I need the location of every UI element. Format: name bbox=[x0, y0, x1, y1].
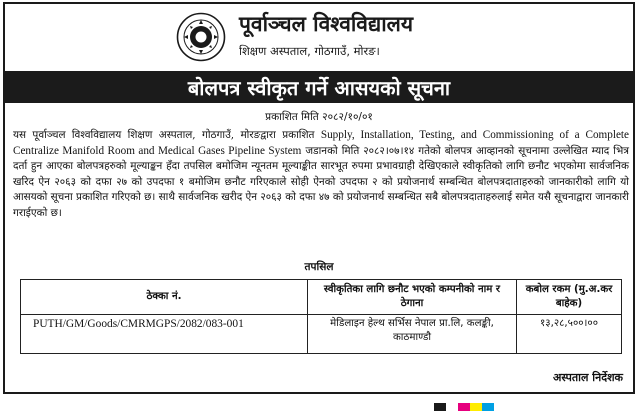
print-color-marks bbox=[434, 403, 506, 411]
body-segment-project-title: Supply, Installation, Testing, and Commissioning of a Complete Centralize Manifold Room and Medical Gases Pipeline System bbox=[13, 129, 629, 157]
bid-table bbox=[20, 279, 622, 354]
cell-contract-no: PUTH/GM/Goods/CMRMGPS/2082/083-001 bbox=[21, 315, 308, 354]
body-segment-1: यस पूर्वाञ्चल विश्वविद्यालय शिक्षण अस्पताल, गोठगाउँ, मोरङद्वारा प्रकाशित bbox=[13, 129, 321, 141]
cell-company: मेडिलाइन हेल्थ सर्भिस नेपाल प्रा.लि, कलङ्की, काठमाण्डौ bbox=[308, 315, 517, 354]
tapsil-label: तपसिल bbox=[304, 261, 334, 273]
university-name: पूर्वाञ्चल विश्वविद्यालय bbox=[239, 12, 414, 36]
header-company: स्वीकृतिका लागि छनौट भएको कम्पनीको नाम र ठेगाना bbox=[308, 280, 517, 315]
signature-title: अस्पताल निर्देशक bbox=[552, 371, 623, 384]
color-mark-magenta bbox=[458, 403, 470, 411]
table-header-row bbox=[21, 280, 622, 315]
notice-frame bbox=[3, 2, 635, 394]
header bbox=[5, 4, 633, 68]
header-contract-no: ठेक्का नं. bbox=[21, 280, 308, 315]
university-seal-icon bbox=[176, 12, 226, 62]
color-mark-cyan bbox=[482, 403, 494, 411]
table-row bbox=[21, 315, 622, 354]
body-segment-3: जडानको मिति २०८२।०७।१४ गतेको बोलपत्र आव्हानको सूचनामा उल्लेखित म्याद भित्र दर्ता हुन आएका बोलपत्रहरुको मूल्याङ्कन हँदा तपसिल बमोजिम न्यूनतम मूल्याङ्कीत सारभूत रुपमा प्रभावग्राही देखिएकाले स्वीकृतिको लागि छनौट भएकोमा सार्वजनिक खरिद ऐन २०६३ को दफा २७ को उपदफा १ बमोजिम छनौट गरिएकाले सोही ऐनको उपदफा २ को प्रयोजनार्थ सम्बन्धित बोलपत्रदाताहरुको जानकारीको लागि यो आसयको सूचना प्रकाशित गरिएको छ। साथै सार्वजनिक खरीद ऐन २०६३ को दफा ४७ को प्रयोजनार्थ सम्बन्धित सबै बोलपत्रदाताहरुलाई समेत यसै सूचनाद्वारा जानकारी गराईएको छ। bbox=[13, 144, 630, 219]
color-mark-yellow bbox=[470, 403, 482, 411]
published-date: प्रकाशित मिति २०८२/१०/०१ bbox=[265, 111, 373, 123]
notice-title: बोलपत्र स्वीकृत गर्ने आसयको सूचना bbox=[5, 71, 633, 103]
color-mark-black bbox=[434, 403, 446, 411]
color-mark-white bbox=[446, 403, 458, 411]
cell-amount: १३,२८,५००।०० bbox=[517, 315, 622, 354]
color-mark-white-2 bbox=[494, 403, 506, 411]
notice-body bbox=[13, 128, 629, 222]
header-amount: कबोल रकम (मु.अ.कर बाहेक) bbox=[517, 280, 622, 315]
university-subtitle: शिक्षण अस्पताल, गोठगाउँ, मोरङ। bbox=[239, 44, 380, 58]
